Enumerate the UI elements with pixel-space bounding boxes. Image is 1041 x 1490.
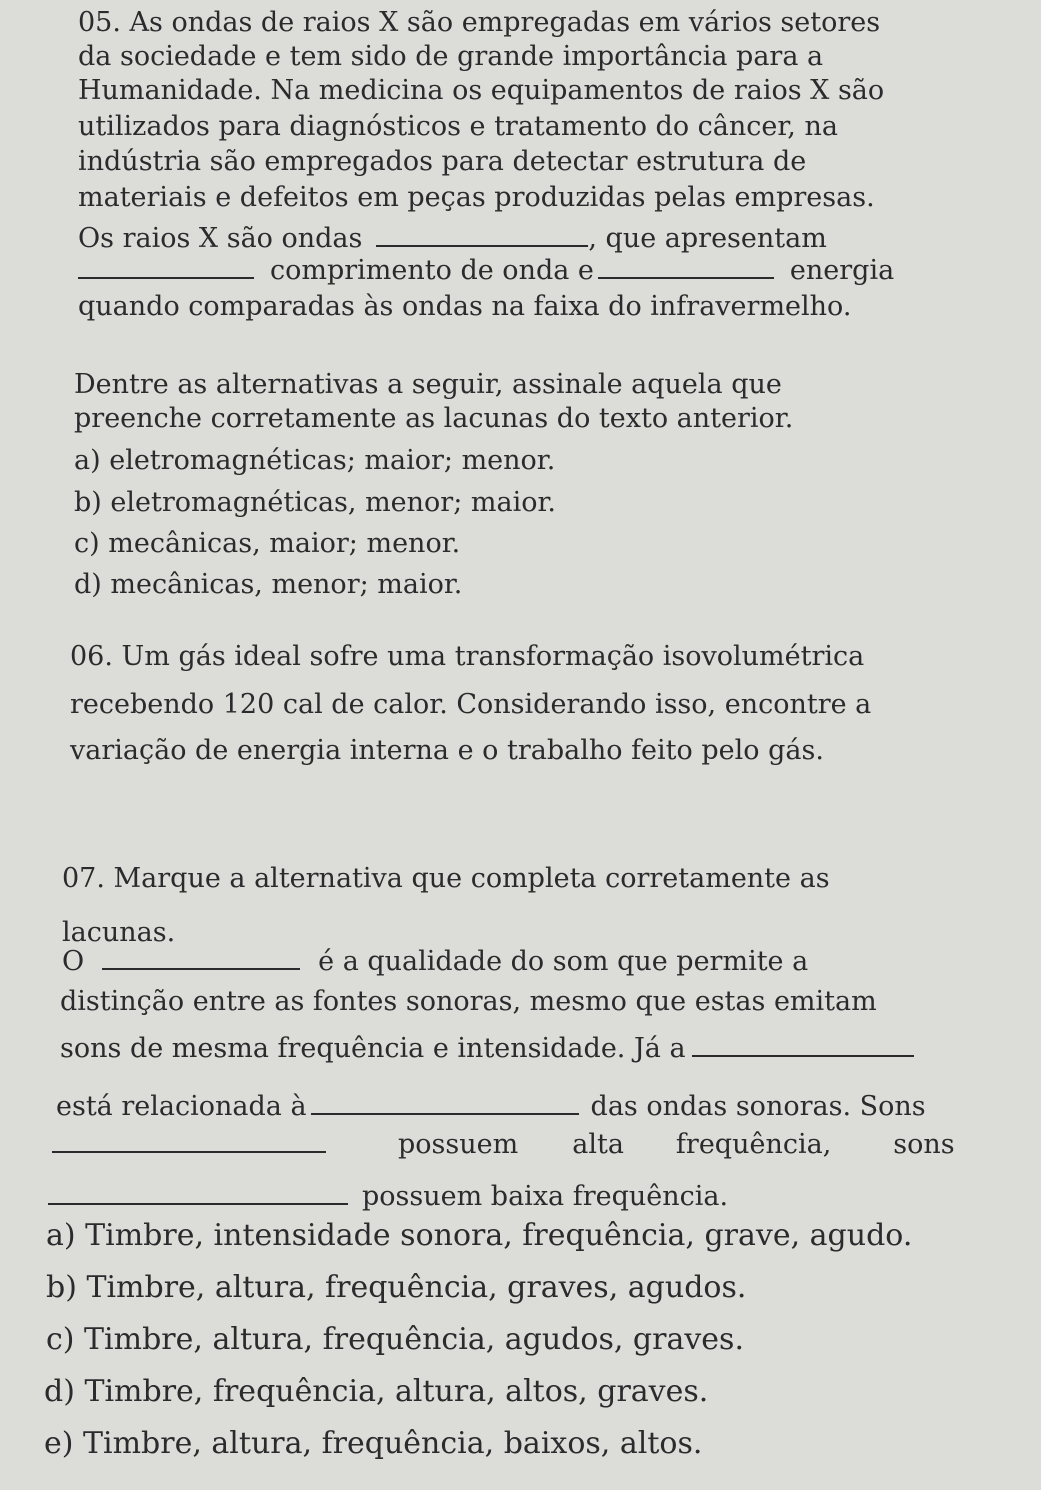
q05-fill-line-2 <box>78 254 894 288</box>
q06-line-2: recebendo 120 cal de calor. Considerando isso, encontre a <box>70 689 872 720</box>
q07-quality: é a qualidade do som que permite a <box>318 946 809 977</box>
q05-fill-b: , que apresentam <box>588 223 827 254</box>
q05-option-a: a) eletromagnéticas; maior; menor. <box>74 445 556 476</box>
q07-line-1: 07. Marque a alternativa que completa corretamente as <box>62 863 830 894</box>
q07-line-6b: das ondas sonoras. Sons <box>590 1091 926 1122</box>
q05-closing: quando comparadas às ondas na faixa do infravermelho. <box>78 291 852 322</box>
q07-sons: sons <box>893 1129 955 1160</box>
q05-line-5: indústria são empregados para detectar estrutura de <box>78 146 807 177</box>
q05-fill-a: Os raios X são ondas <box>78 223 363 254</box>
q05-option-c: c) mecânicas, maior; menor. <box>74 528 461 559</box>
q05-fill-line-1 <box>78 222 827 256</box>
q07-alta: alta <box>572 1129 624 1160</box>
q07-line-8-text: possuem baixa frequência. <box>362 1181 729 1212</box>
q07-possuem: possuem <box>398 1129 519 1160</box>
q07-line-2: lacunas. <box>62 917 176 948</box>
q05-instruction-2: preenche corretamente as lacunas do texto anterior. <box>74 403 794 434</box>
q07-line-7 <box>52 1128 955 1162</box>
q07-line-6 <box>56 1090 926 1124</box>
q07-option-c: c) Timbre, altura, frequência, agudos, graves. <box>46 1322 744 1357</box>
q07-o: O <box>62 946 85 977</box>
q05-line-3: Humanidade. Na medicina os equipamentos de raios X são <box>78 75 885 106</box>
q07-option-a: a) Timbre, intensidade sonora, frequência, grave, agudo. <box>46 1218 913 1253</box>
q07-line-5 <box>60 1032 914 1066</box>
q05-blank-2 <box>78 255 254 279</box>
q07-option-d: d) Timbre, frequência, altura, altos, graves. <box>44 1374 709 1409</box>
q07-line-4: distinção entre as fontes sonoras, mesmo que estas emitam <box>60 986 877 1017</box>
q05-line-6: materiais e defeitos em peças produzidas pelas empresas. <box>78 182 875 213</box>
q05-line-1: 05. As ondas de raios X são empregadas em vários setores <box>78 7 881 38</box>
q05-line-2: da sociedade e tem sido de grande importância para a <box>78 41 824 72</box>
q07-line-5-text: sons de mesma frequência e intensidade. Já a <box>60 1033 686 1064</box>
q07-blank-4 <box>52 1129 326 1153</box>
q07-blank-1 <box>102 946 300 970</box>
q05-option-d: d) mecânicas, menor; maior. <box>74 569 463 600</box>
q05-fill-c: comprimento de onda e <box>270 255 594 286</box>
q06-line-1: 06. Um gás ideal sofre uma transformação isovolumétrica <box>70 641 865 672</box>
q07-line-8 <box>48 1180 728 1214</box>
q07-frequencia: frequência, <box>675 1129 832 1160</box>
q07-option-e: e) Timbre, altura, frequência, baixos, altos. <box>44 1426 703 1461</box>
q05-blank-3 <box>598 255 774 279</box>
q05-fill-d: energia <box>789 255 895 286</box>
q07-blank-5 <box>48 1181 348 1205</box>
q05-blank-1 <box>376 223 588 247</box>
q05-line-4: utilizados para diagnósticos e tratamento do câncer, na <box>78 111 838 142</box>
q07-blank-2 <box>692 1033 914 1057</box>
q07-line-6a: está relacionada à <box>56 1091 307 1122</box>
q06-line-3: variação de energia interna e o trabalho feito pelo gás. <box>70 735 824 766</box>
q07-line-3 <box>62 945 808 979</box>
q07-option-b: b) Timbre, altura, frequência, graves, agudos. <box>46 1270 747 1305</box>
q05-option-b: b) eletromagnéticas, menor; maior. <box>74 487 557 518</box>
q05-instruction-1: Dentre as alternativas a seguir, assinale aquela que <box>74 369 782 400</box>
q07-blank-3 <box>311 1091 579 1115</box>
